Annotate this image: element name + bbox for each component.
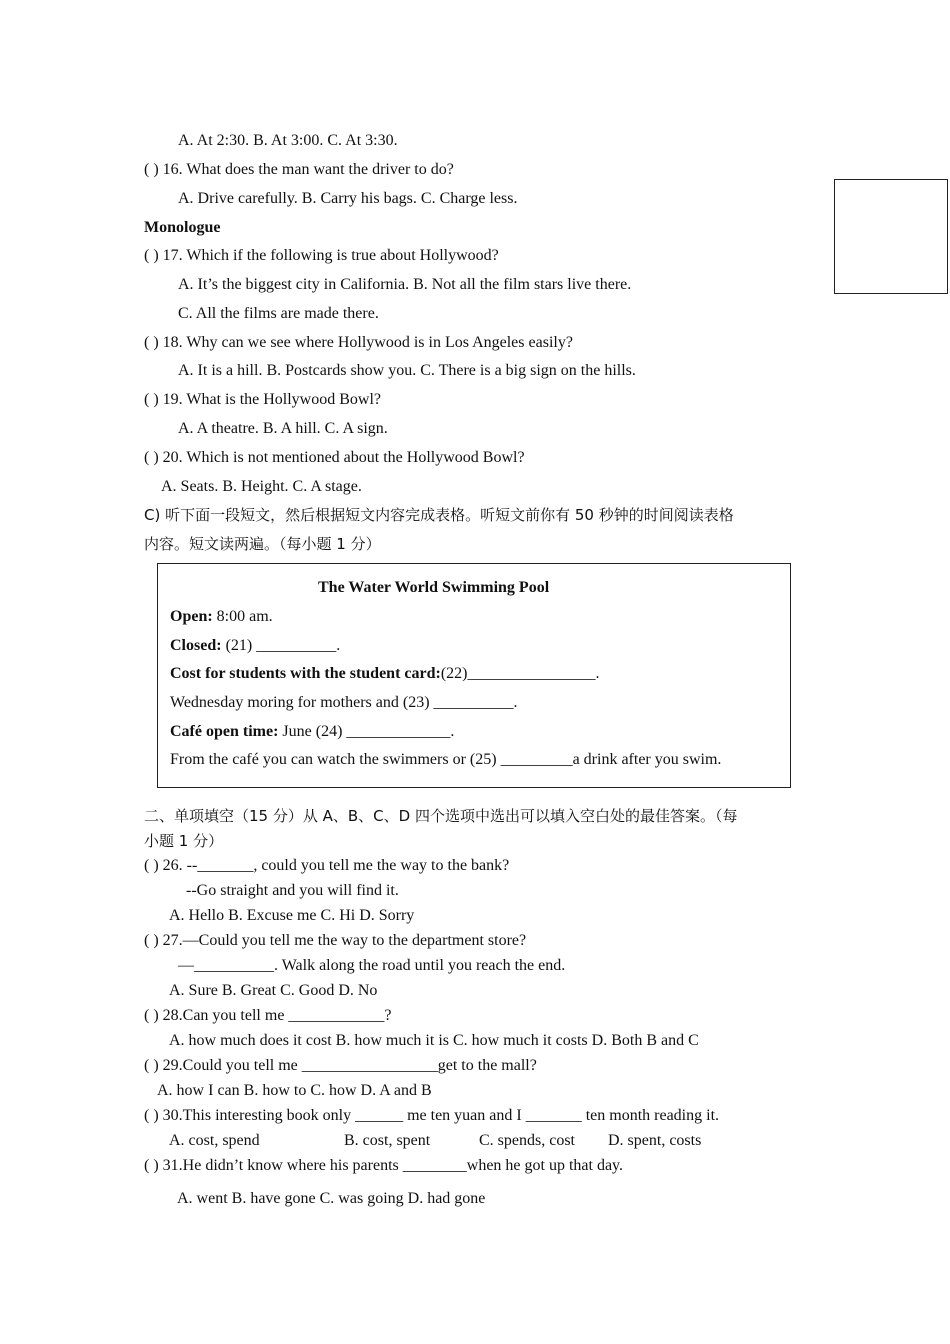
section2-instruction-line2: 小题 1 分） [144,832,224,850]
question-19: ( ) 19. What is the Hollywood Bowl? [144,391,382,408]
closed-label: Closed: [170,637,222,654]
table-title: The Water World Swimming Pool [318,579,550,596]
table-wednesday-row: Wednesday moring for mothers and (23) __________. [170,694,518,711]
question-30-option-a: A. cost, spend [169,1132,260,1149]
question-26-reply: --Go straight and you will find it. [186,882,399,899]
question-16-options: A. Drive carefully. B. Carry his bags. C. Charge less. [178,190,518,207]
question-26: ( ) 26. --_______, could you tell me the way to the bank? [144,857,510,874]
question-28: ( ) 28.Can you tell me ____________? [144,1007,392,1024]
closed-value: (21) __________. [225,637,341,654]
question-17: ( ) 17. Which if the following is true about Hollywood? [144,247,499,264]
question-18-options: A. It is a hill. B. Postcards show you. C. There is a big sign on the hills. [178,362,636,379]
question-17-options-line2: C. All the films are made there. [178,305,379,322]
question-27-options: A. Sure B. Great C. Good D. No [169,982,378,999]
cost-label: Cost for students with the student card: [170,665,441,682]
table-cafe-row [170,722,454,742]
question-30-option-b: B. cost, spent [344,1132,431,1149]
question-17-options-line1: A. It’s the biggest city in California. B. Not all the film stars live there. [178,276,632,293]
cafe-value: June (24) _____________. [282,723,455,740]
table-closed-row [170,636,340,656]
table-cost-row [170,664,599,684]
pool-info-table [157,563,791,788]
open-value: 8:00 am. [216,608,273,625]
question-30: ( ) 30.This interesting book only ______ me ten yuan and I _______ ten month reading it. [144,1107,720,1124]
question-30-option-d: D. spent, costs [608,1132,702,1149]
question-26-options: A. Hello B. Excuse me C. Hi D. Sorry [169,907,415,924]
question-29-options: A. how I can B. how to C. how D. A and B [157,1082,432,1099]
table-from-cafe-row: From the café you can watch the swimmers or (25) _________a drink after you swim. [170,751,722,768]
section2-instruction-line1: 二、单项填空（15 分）从 A、B、C、D 四个选项中选出可以填入空白处的最佳答案。（每 [144,807,738,825]
question-31: ( ) 31.He didn’t know where his parents ________when he got up that day. [144,1157,624,1174]
question-28-options: A. how much does it cost B. how much it is C. how much it costs D. Both B and C [169,1032,699,1049]
cost-value: (22)________________. [440,665,600,682]
section-c-instruction-line2: 内容。短文读两遍。（每小题 1 分） [144,535,381,553]
question-31-options: A. went B. have gone C. was going D. had gone [177,1190,486,1207]
question-16: ( ) 16. What does the man want the driver to do? [144,161,454,178]
cafe-label: Café open time: [170,723,279,740]
question-27: ( ) 27.—Could you tell me the way to the department store? [144,932,527,949]
section-c-instruction-line1: C) 听下面一段短文，然后根据短文内容完成表格。听短文前你有 50 秒钟的时间阅读表格 [144,506,734,524]
question-29: ( ) 29.Could you tell me _________________get to the mall? [144,1057,537,1074]
question-30-option-c: C. spends, cost [479,1132,575,1149]
question-27-reply: —__________. Walk along the road until you reach the end. [178,957,566,974]
question-18: ( ) 18. Why can we see where Hollywood is in Los Angeles easily? [144,334,573,351]
monologue-heading: Monologue [144,219,221,236]
table-open-row [170,607,273,627]
side-blank-box [834,179,948,294]
question-20-options: A. Seats. B. Height. C. A stage. [161,478,362,495]
question-20: ( ) 20. Which is not mentioned about the Hollywood Bowl? [144,449,525,466]
question-19-options: A. A theatre. B. A hill. C. A sign. [178,420,388,437]
top-options: A. At 2:30. B. At 3:00. C. At 3:30. [178,132,398,149]
open-label: Open: [170,608,213,625]
